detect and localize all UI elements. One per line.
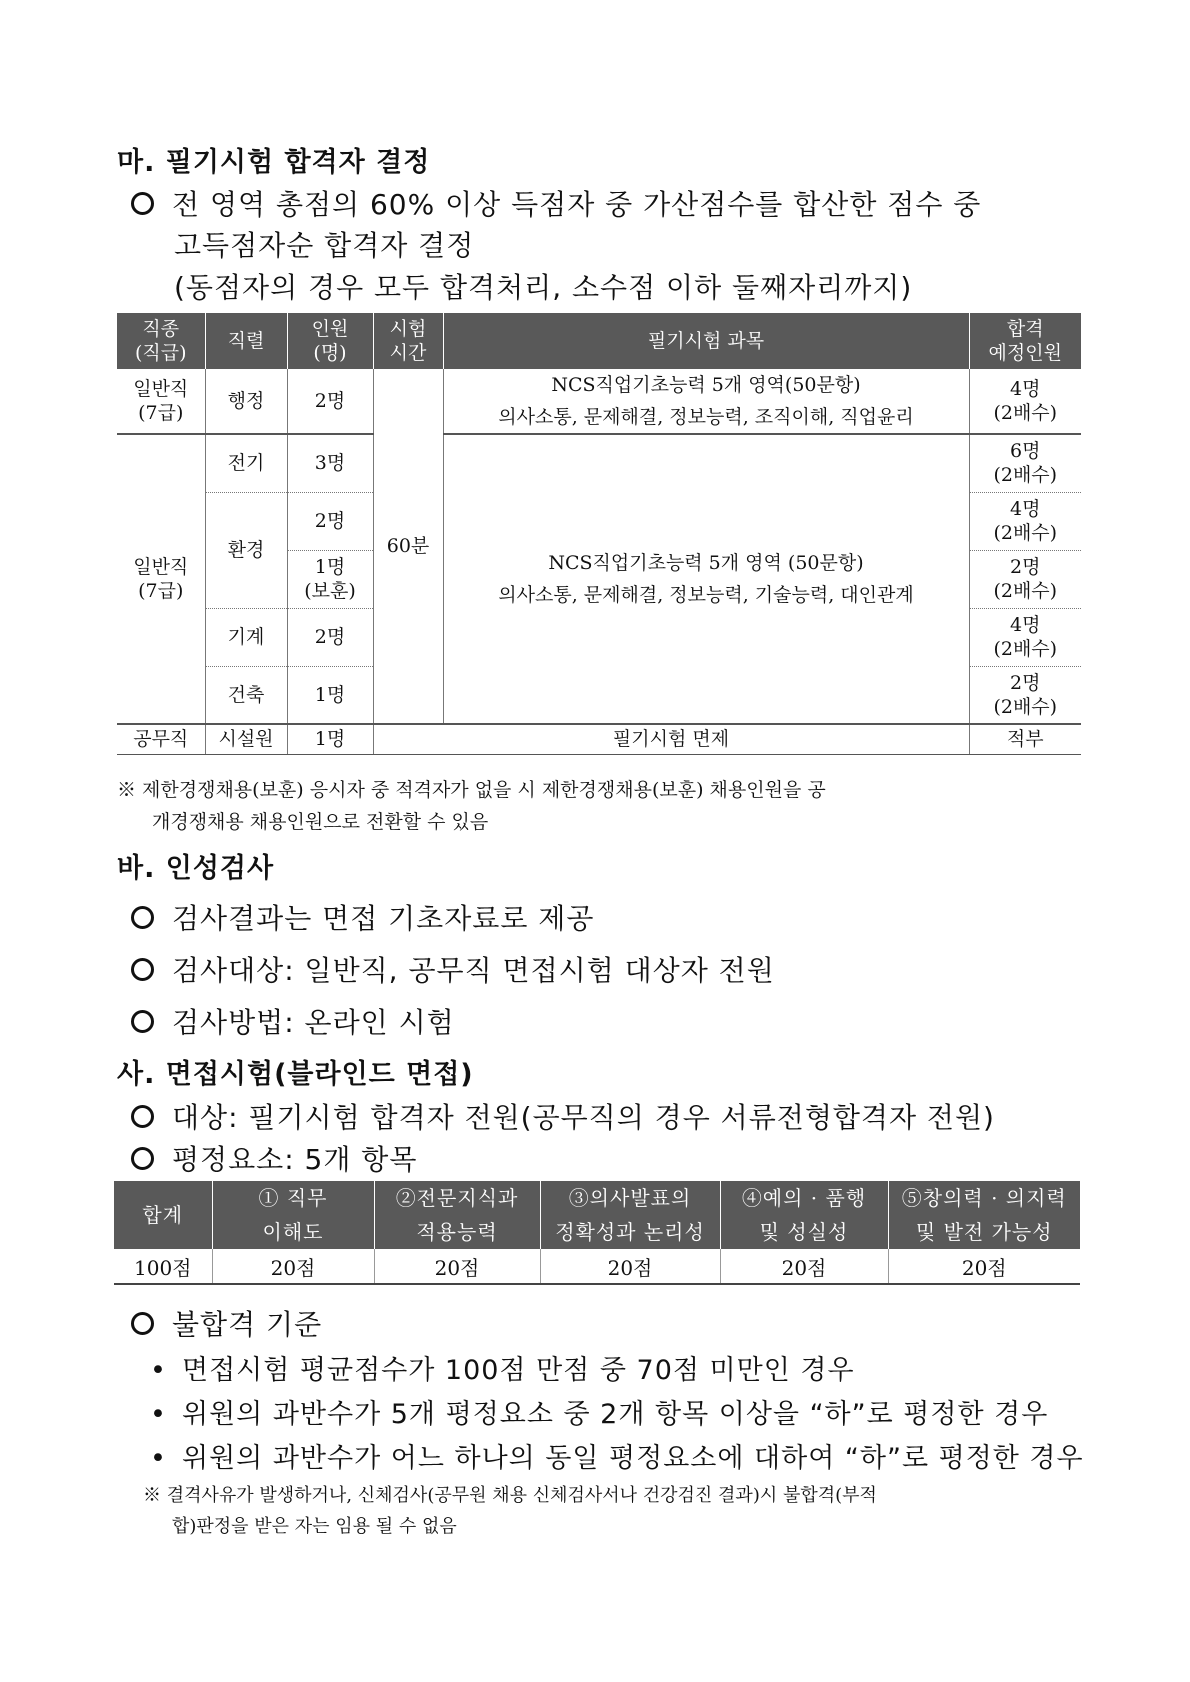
circle-bullet-icon <box>131 1147 154 1170</box>
cell-series: 시설원 <box>205 724 287 754</box>
cell-series: 전기 <box>205 434 287 492</box>
col-header-type <box>117 313 205 369</box>
bullet-item <box>131 1096 995 1136</box>
cell-text: 일반직 (7급) <box>133 556 189 602</box>
header-line: ① 직무 <box>258 1186 328 1210</box>
cell-count: 1명 <box>287 666 373 724</box>
dot-bullet-icon: • <box>150 1443 167 1474</box>
cell-score: 20점 <box>540 1249 720 1284</box>
bullet-item <box>131 949 775 989</box>
header-line: 이해도 <box>262 1220 324 1244</box>
cell-count: 2명 <box>287 608 373 666</box>
col-header-item-5 <box>888 1181 1080 1249</box>
circle-bullet-icon <box>131 1105 154 1128</box>
cell-planned <box>969 492 1081 550</box>
cell-count: 1명 <box>287 724 373 754</box>
bullet-text: 평정요소: 5개 항목 <box>172 1143 418 1176</box>
cell-text: 일반직 (7급) <box>133 378 189 424</box>
cell-text: 1명 (보훈) <box>304 556 356 602</box>
cell-score: 20점 <box>212 1249 374 1284</box>
cell-type: 공무직 <box>117 724 205 754</box>
bullet-text: 검사방법: 온라인 시험 <box>172 1006 455 1039</box>
dot-bullet-icon: • <box>150 1355 167 1386</box>
table-row <box>114 1249 1080 1284</box>
col-header-count <box>287 313 373 369</box>
dot-bullet-icon: • <box>150 1399 167 1430</box>
bullet-continuation: (동점자의 경우 모두 합격처리, 소수점 이하 둘째자리까지) <box>174 271 913 304</box>
cell-planned <box>969 666 1081 724</box>
col-header-total <box>114 1181 212 1249</box>
table-row <box>117 369 1081 434</box>
cell-count: 2명 <box>287 492 373 550</box>
header-line: ②전문지식과 <box>395 1186 519 1210</box>
header-line: ③의사발표의 <box>568 1186 692 1210</box>
interview-score-table <box>114 1181 1080 1285</box>
bullet-item <box>131 183 981 223</box>
col-header-subject <box>443 313 969 369</box>
subject-line: 의사소통, 문제해결, 정보능력, 조직이해, 직업윤리 <box>498 406 914 428</box>
circle-bullet-icon <box>131 906 154 929</box>
cell-text: 2명 (2배수) <box>993 556 1058 602</box>
cell-score: 20점 <box>374 1249 540 1284</box>
cell-time: 60분 <box>373 369 443 724</box>
col-header-series <box>205 313 287 369</box>
bullet-text: 검사결과는 면접 기초자료로 제공 <box>172 902 595 935</box>
bullet-continuation: 고득점자순 합격자 결정 <box>174 229 475 262</box>
header-text: 시험 시간 <box>389 318 427 364</box>
cell-planned <box>969 369 1081 434</box>
circle-bullet-icon <box>131 1010 154 1033</box>
cell-text: 4명 (2배수) <box>993 498 1058 544</box>
col-header-time <box>373 313 443 369</box>
sub-bullet-item <box>150 1348 855 1387</box>
cell-score: 100점 <box>114 1249 212 1284</box>
table-row <box>117 434 1081 492</box>
header-line: 및 성실성 <box>759 1220 849 1244</box>
cell-planned <box>969 434 1081 492</box>
table-header-row <box>117 313 1081 369</box>
col-header-planned <box>969 313 1081 369</box>
bullet-text: 검사대상: 일반직, 공무직 면접시험 대상자 전원 <box>172 954 775 987</box>
header-text: 직렬 <box>227 330 265 352</box>
bullet-text: 전 영역 총점의 60% 이상 득점자 중 가산점수를 합산한 점수 중 <box>172 188 982 221</box>
cell-text: 6명 (2배수) <box>993 440 1058 487</box>
sub-bullet-item <box>150 1436 1084 1475</box>
col-header-item-3 <box>540 1181 720 1249</box>
header-line: 정확성과 논리성 <box>555 1220 705 1244</box>
subject-line: 의사소통, 문제해결, 정보능력, 기술능력, 대인관계 <box>498 584 914 606</box>
subject-line: NCS직업기초능력 5개 영역 (50문항) <box>548 552 864 574</box>
cell-score: 20점 <box>888 1249 1080 1284</box>
cell-subject <box>443 434 969 724</box>
table-row <box>117 724 1081 754</box>
cell-score: 20점 <box>720 1249 888 1284</box>
cell-series: 환경 <box>205 492 287 608</box>
sub-bullet-text: 면접시험 평균점수가 100점 만점 중 70점 미만인 경우 <box>182 1355 855 1386</box>
sub-bullet-text: 위원의 과반수가 5개 평정요소 중 2개 항목 이상을 “하”로 평정한 경우 <box>182 1399 1049 1430</box>
cell-series: 행정 <box>205 369 287 434</box>
header-line: ⑤창의력 · 의지력 <box>901 1186 1067 1210</box>
bullet-item <box>131 1001 455 1041</box>
table-header-row <box>114 1181 1080 1249</box>
header-line: ④예의 · 품행 <box>741 1186 867 1210</box>
cell-count: 2명 <box>287 369 373 434</box>
table-note: ※ 제한경쟁채용(보훈) 응시자 중 적격자가 없을 시 제한경쟁채용(보훈) 채용인원을 공 <box>117 779 826 801</box>
header-text: 필기시험 과목 <box>647 330 765 352</box>
cell-series: 기계 <box>205 608 287 666</box>
cell-type <box>117 434 205 724</box>
bullet-item <box>131 1138 417 1178</box>
section-heading-written-exam: 마. 필기시험 합격자 결정 <box>117 147 431 178</box>
cell-text: 2명 (2배수) <box>993 671 1058 718</box>
header-text: 인원 (명) <box>311 318 349 364</box>
circle-bullet-icon <box>131 958 154 981</box>
bullet-item <box>131 1303 322 1343</box>
section-heading-personality-test: 바. 인성검사 <box>117 853 275 884</box>
cell-text: 4명 (2배수) <box>993 614 1058 660</box>
fail-note: 합)판정을 받은 자는 임용 될 수 없음 <box>172 1516 457 1537</box>
cell-series: 건축 <box>205 666 287 724</box>
header-text: 직종 (직급) <box>134 318 187 364</box>
bullet-item <box>131 897 594 937</box>
subject-line: NCS직업기초능력 5개 영역(50문항) <box>551 374 861 396</box>
section-heading-interview: 사. 면접시험(블라인드 면접) <box>117 1059 474 1090</box>
header-line: 적용능력 <box>416 1220 498 1244</box>
circle-bullet-icon <box>131 192 154 215</box>
cell-planned: 적부 <box>969 724 1081 754</box>
col-header-item-4 <box>720 1181 888 1249</box>
bullet-text: 대상: 필기시험 합격자 전원(공무직의 경우 서류전형합격자 전원) <box>172 1101 995 1134</box>
sub-bullet-text: 위원의 과반수가 어느 하나의 동일 평정요소에 대하여 “하”로 평정한 경우 <box>182 1443 1084 1474</box>
cell-planned <box>969 550 1081 608</box>
cell-count <box>287 550 373 608</box>
cell-planned <box>969 608 1081 666</box>
cell-type <box>117 369 205 434</box>
col-header-item-2 <box>374 1181 540 1249</box>
sub-bullet-item <box>150 1392 1048 1431</box>
header-line: 및 발전 가능성 <box>915 1220 1053 1244</box>
circle-bullet-icon <box>131 1312 154 1335</box>
header-line: 합계 <box>142 1203 184 1227</box>
cell-subject <box>443 369 969 434</box>
table-note: 개경쟁채용 채용인원으로 전환할 수 있음 <box>152 811 489 833</box>
col-header-item-1 <box>212 1181 374 1249</box>
bullet-text: 불합격 기준 <box>172 1308 323 1341</box>
cell-count: 3명 <box>287 434 373 492</box>
cell-subject: 필기시험 면제 <box>373 724 969 754</box>
header-text: 합격 예정인원 <box>988 318 1062 364</box>
cell-text: 4명 (2배수) <box>993 378 1058 424</box>
written-exam-table <box>117 313 1081 755</box>
fail-note: ※ 결격사유가 발생하거나, 신체검사(공무원 채용 신체검사서나 건강검진 결과)시 불합격(부적 <box>143 1485 877 1506</box>
